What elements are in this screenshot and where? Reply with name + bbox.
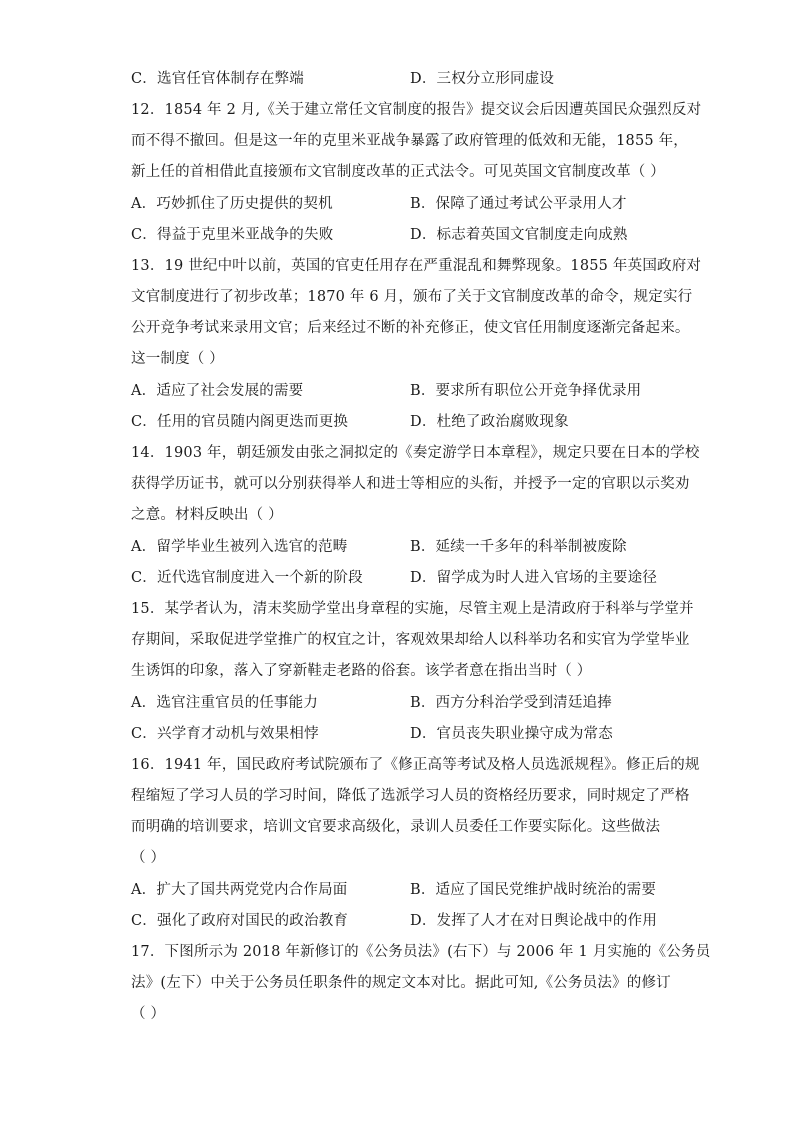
q14-option-d: D．留学成为时人进入官场的主要途径 [410,570,658,586]
q16-option-a: A．扩大了国共两党党内合作局面 [131,882,348,898]
q13-option-b: B．要求所有职位公开竞争择优录用 [410,383,642,399]
q13-option-c: C．任用的官员随内阁更迭而更换 [131,414,349,430]
q12-stem-line-3: 新上任的首相借此直接颁布文官制度改革的正式法令。可见英国文官制度改革（ ） [131,164,666,180]
q15-option-a: A．选官注重官员的任事能力 [131,695,319,711]
q17-stem-line-3: （ ） [131,1006,166,1022]
q13-stem-line-2: 文官制度进行了初步改革；1870 年 6 月，颁布了关于文官制度改革的命令，规定实行 [131,289,693,305]
q16-stem-line-3: 而明确的培训要求，培训文官要求高级化，录训人员委任工作要实际化。这些做法 [131,819,661,835]
prev-option-d: D．三权分立形同虚设 [410,71,555,87]
q13-stem-line-4: 这一制度（ ） [131,351,225,367]
q12-option-b: B．保障了通过考试公平录用人才 [410,196,627,212]
q14-option-b: B．延续一千多年的科举制被废除 [410,539,627,555]
q15-stem-line-1: 15．某学者认为，清末奖励学堂出身章程的实施，尽管主观上是清政府于科举与学堂并 [131,601,694,617]
q15-option-c: C．兴学育才动机与效果相悖 [131,726,319,742]
q14-option-c: C．近代选官制度进入一个新的阶段 [131,570,363,586]
q12-option-a: A．巧妙抓住了历史提供的契机 [131,196,333,212]
q14-stem-line-2: 获得学历证书，就可以分别获得举人和进士等相应的头衔，并授予一定的官职以示奖劝 [131,476,690,492]
q16-stem-line-4: （ ） [131,850,166,866]
q12-stem-line-1: 12．1854 年 2 月,《关于建立常任文官制度的报告》提交议会后因遭英国民众强烈反对 [131,102,702,118]
q14-stem-line-3: 之意。材料反映出（ ） [131,507,283,523]
q16-option-b: B．适应了国民党维护战时统治的需要 [410,882,657,898]
prev-option-c: C．选官任官体制存在弊端 [131,71,304,87]
q13-option-d: D．杜绝了政治腐败现象 [410,414,569,430]
q16-stem-line-2: 程缩短了学习人员的学习时间，降低了选派学习人员的资格经历要求，同时规定了严格 [131,788,690,804]
q15-option-b: B．西方分科治学受到清廷追捧 [410,695,612,711]
q12-stem-line-2: 而不得不撤回。但是这一年的克里米亚战争暴露了政府管理的低效和无能，1855 年， [131,133,689,149]
q15-stem-line-3: 生诱饵的印象，落入了穿新鞋走老路的俗套。该学者意在指出当时（ ） [131,663,592,679]
q13-option-a: A．适应了社会发展的需要 [131,383,304,399]
q17-stem-line-1: 17．下图所示为 2018 年新修订的《公务员法》(右下）与 2006 年 1 月实施的《公务员 [131,944,711,960]
q17-stem-line-2: 法》(左下）中关于公务员任职条件的规定文本对比。据此可知,《公务员法》的修订 [131,975,671,991]
q15-option-d: D．官员丧失职业操守成为常态 [410,726,613,742]
q16-option-c: C．强化了政府对国民的政治教育 [131,913,349,929]
q13-stem-line-3: 公开竞争考试来录用文官；后来经过不断的补充修正，使文官任用制度逐渐完备起来。 [131,320,690,336]
q14-stem-line-1: 14．1903 年，朝廷颁发由张之洞拟定的《奏定游学日本章程》，规定只要在日本的学校 [131,445,700,461]
q13-stem-line-1: 13．19 世纪中叶以前，英国的官吏任用存在严重混乱和舞弊现象。1855 年英国政府对 [131,258,702,274]
q14-option-a: A．留学毕业生被列入选官的范畴 [131,539,348,555]
q12-option-d: D．标志着英国文官制度走向成熟 [410,227,628,243]
q12-option-c: C．得益于克里米亚战争的失败 [131,227,334,243]
q16-stem-line-1: 16．1941 年，国民政府考试院颁布了《修正高等考试及格人员选派规程》。修正后的规 [131,757,700,773]
q16-option-d: D．发挥了人才在对日舆论战中的作用 [410,913,658,929]
q15-stem-line-2: 存期间，采取促进学堂推广的权宜之计，客观效果却给人以科举功名和实官为学堂毕业 [131,632,690,648]
